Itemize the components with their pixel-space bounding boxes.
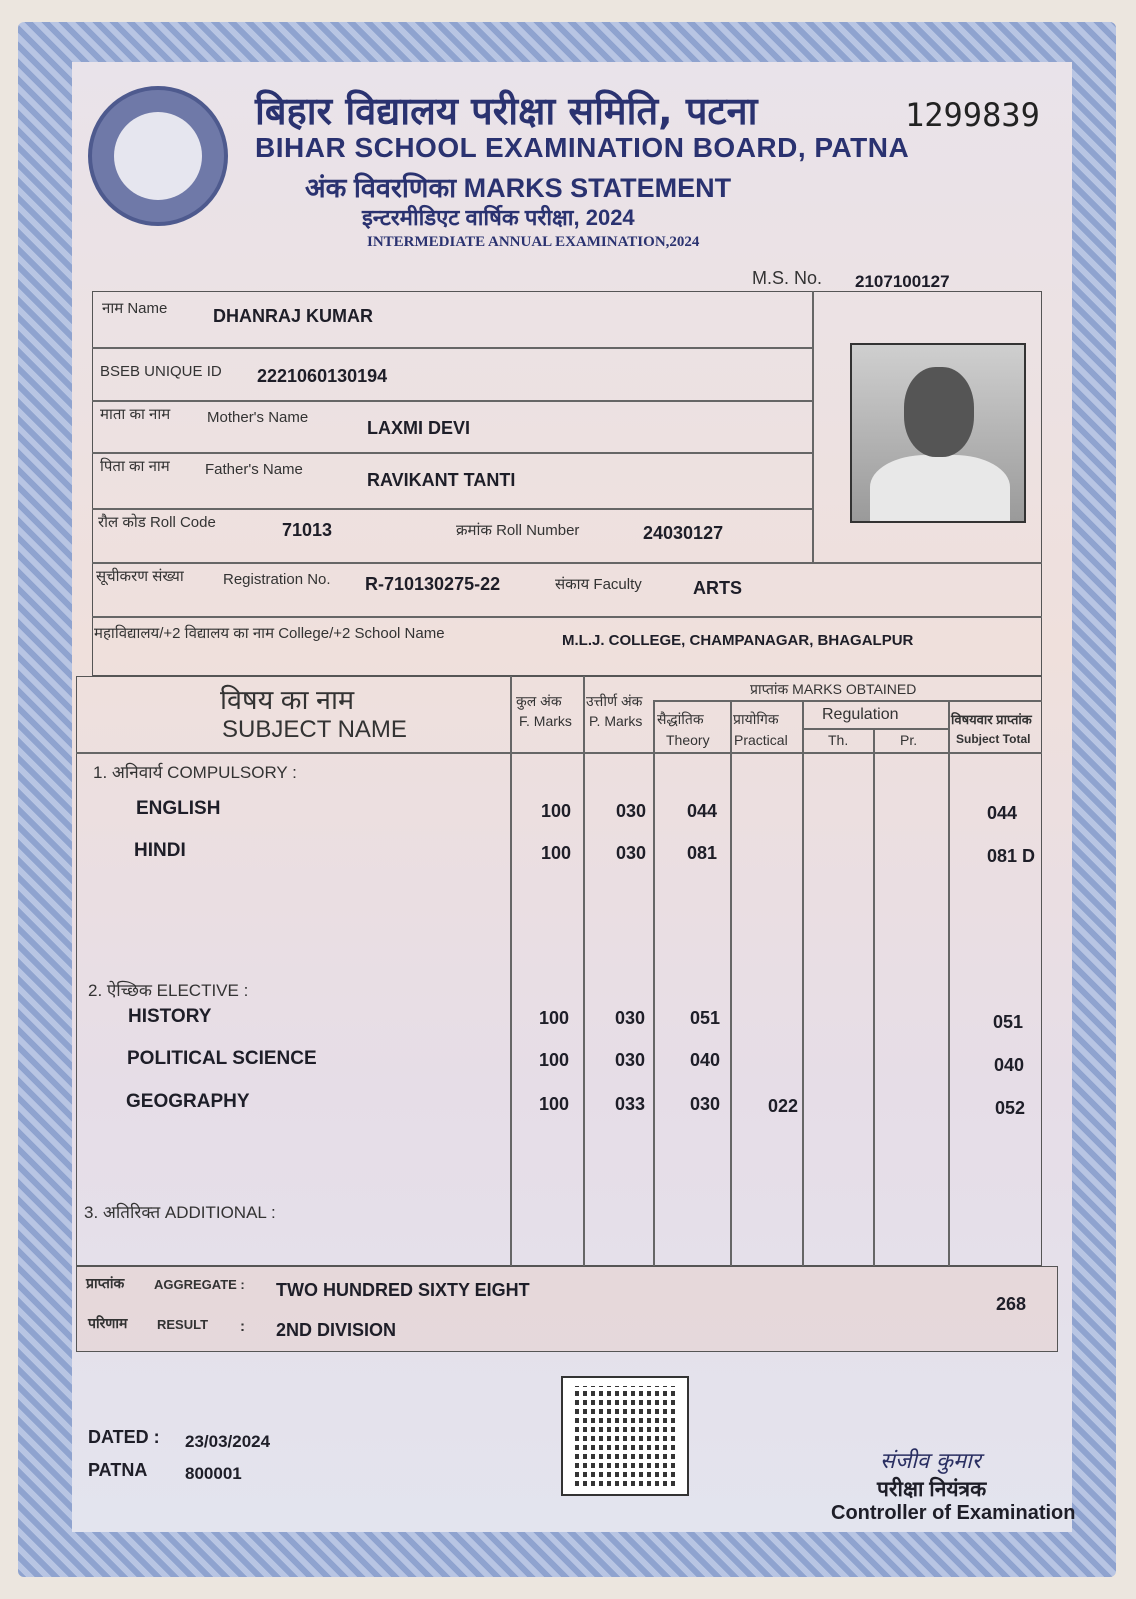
practical-marks: 022 [768, 1096, 799, 1116]
dated-label: DATED : [88, 1427, 160, 1447]
theory-marks: 030 [690, 1094, 721, 1114]
mother-label-english: Mother's Name [207, 409, 309, 426]
regulation-pr-header: Pr. [900, 732, 918, 748]
roll-code-value: 71013 [282, 520, 333, 540]
college-value: M.L.J. COLLEGE, CHAMPANAGAR, BHAGALPUR [562, 632, 914, 649]
registration-value: R-710130275-22 [365, 574, 501, 594]
name-label: नाम Name [102, 300, 168, 317]
pass-marks-header-hindi: उत्तीर्ण अंक [586, 693, 643, 709]
unique-id-value: 2221060130194 [257, 366, 388, 386]
faculty-value: ARTS [693, 578, 742, 598]
board-title-english: BIHAR SCHOOL EXAMINATION BOARD, PATNA [255, 132, 910, 163]
full-marks: 100 [539, 1050, 570, 1070]
subject-name: HINDI [134, 840, 186, 861]
result-value: 2ND DIVISION [276, 1320, 397, 1340]
theory-marks: 040 [690, 1050, 721, 1070]
result-label-hindi: परिणाम [88, 1315, 128, 1331]
student-photo [850, 343, 1026, 523]
father-label-english: Father's Name [205, 461, 303, 478]
registration-label-english: Registration No. [223, 571, 331, 588]
aggregate-words: TWO HUNDRED SIXTY EIGHT [276, 1280, 530, 1300]
pass-marks: 030 [616, 801, 647, 821]
practical-header-english: Practical [734, 732, 788, 748]
section-elective: 2. ऐच्छिक ELECTIVE : [88, 981, 249, 1000]
pass-marks: 033 [615, 1094, 646, 1114]
subject-total: 052 [995, 1098, 1026, 1118]
subject-total: 040 [994, 1055, 1025, 1075]
subject-name: HISTORY [128, 1006, 212, 1027]
full-marks: 100 [541, 843, 572, 863]
subject-name: POLITICAL SCIENCE [127, 1048, 317, 1069]
pin-code: 800001 [185, 1464, 242, 1483]
practical-header-hindi: प्रायोगिक [733, 711, 779, 727]
section-compulsory: 1. अनिवार्य COMPULSORY : [93, 763, 297, 782]
theory-marks: 044 [687, 801, 718, 821]
full-marks-header-hindi: कुल अंक [516, 693, 562, 709]
regulation-th-header: Th. [828, 732, 849, 748]
father-name: RAVIKANT TANTI [367, 470, 516, 490]
unique-id-label: BSEB UNIQUE ID [100, 363, 222, 380]
theory-marks: 081 [687, 843, 718, 863]
result-label-english: RESULT [157, 1317, 209, 1332]
roll-number-label: क्रमांक Roll Number [456, 522, 580, 539]
controller-title-english: Controller of Examination [831, 1502, 1076, 1524]
pass-marks: 030 [616, 843, 647, 863]
roll-number-value: 24030127 [643, 523, 724, 543]
exam-title-hindi: इन्टरमीडिएट वार्षिक परीक्षा, 2024 [362, 205, 635, 230]
subject-total-header-english: Subject Total [956, 732, 1031, 746]
serial-number: 1299839 [905, 96, 1040, 134]
subject-total: 051 [993, 1012, 1024, 1032]
board-seal-icon [88, 86, 228, 226]
place-label: PATNA [88, 1460, 148, 1480]
pass-marks-header-english: P. Marks [589, 713, 643, 729]
exam-title-english: INTERMEDIATE ANNUAL EXAMINATION,2024 [367, 234, 700, 250]
board-title-hindi: बिहार विद्यालय परीक्षा समिति, पटना [255, 89, 758, 133]
subject-total: 044 [987, 803, 1018, 823]
theory-header-hindi: सैद्धांतिक [657, 711, 704, 727]
mother-name: LAXMI DEVI [367, 418, 471, 438]
aggregate-label-english: AGGREGATE : [154, 1277, 245, 1292]
ms-no-value: 2107100127 [855, 272, 950, 291]
marks-obtained-header: प्राप्तांक MARKS OBTAINED [750, 681, 917, 697]
subject-header-english: SUBJECT NAME [222, 716, 407, 743]
roll-code-label: रौल कोड Roll Code [98, 514, 216, 531]
mother-label-hindi: माता का नाम [100, 406, 171, 423]
theory-header-english: Theory [666, 732, 710, 748]
subject-total-header-hindi: विषयवार प्राप्तांक [951, 712, 1032, 727]
full-marks: 100 [541, 801, 572, 821]
full-marks: 100 [539, 1094, 570, 1114]
full-marks: 100 [539, 1008, 570, 1028]
pass-marks: 030 [615, 1050, 646, 1070]
subject-header-hindi: विषय का नाम [220, 685, 355, 715]
pass-marks: 030 [615, 1008, 646, 1028]
controller-signature: संजीव कुमार [880, 1449, 981, 1474]
issue-date: 23/03/2024 [185, 1432, 271, 1451]
subject-name: GEOGRAPHY [126, 1091, 250, 1112]
student-name: DHANRAJ KUMAR [213, 306, 373, 326]
subject-total: 081 D [987, 846, 1036, 866]
registration-label-hindi: सूचीकरण संख्या [96, 568, 184, 585]
subject-name: ENGLISH [136, 798, 221, 819]
statement-title: अंक विवरणिका MARKS STATEMENT [305, 173, 732, 203]
faculty-label: संकाय Faculty [555, 576, 642, 593]
college-label: महाविद्यालय/+2 विद्यालय का नाम College/+2 School Name [94, 625, 445, 642]
result-colon: : [240, 1318, 245, 1335]
section-additional: 3. अतिरिक्त ADDITIONAL : [84, 1203, 276, 1222]
qr-code-icon [561, 1376, 689, 1496]
aggregate-label-hindi: प्राप्तांक [86, 1275, 125, 1291]
father-label-hindi: पिता का नाम [100, 458, 170, 475]
ms-no-label: M.S. No. [752, 268, 823, 288]
theory-marks: 051 [690, 1008, 721, 1028]
controller-title-hindi: परीक्षा नियंत्रक [877, 1478, 987, 1501]
regulation-header: Regulation [822, 706, 899, 723]
full-marks-header-english: F. Marks [519, 713, 572, 729]
aggregate-total: 268 [996, 1294, 1027, 1314]
